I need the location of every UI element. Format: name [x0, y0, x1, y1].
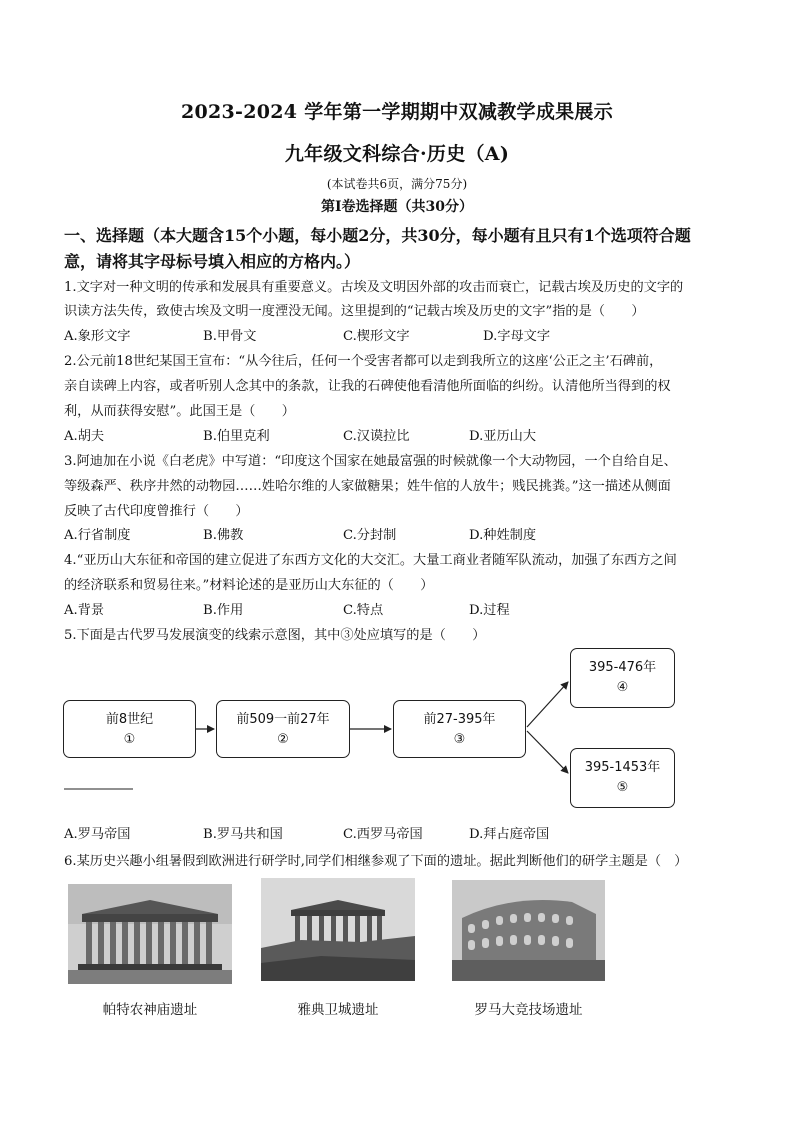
q6-line1: 6.某历史兴趣小组暑假到欧洲进行研学时,同学们相继参观了下面的遗址。据此判断他们的研学主题是（ ） — [64, 854, 688, 869]
timeline-box-5-period: 395-1453年 — [584, 760, 661, 775]
exam-note: (本试卷共6页，满分75分) — [326, 177, 468, 191]
q2-option-b: B.伯里克利 — [203, 429, 270, 444]
q3-line2: 等级森严、秩序井然的动物园……姓哈尔维的人家做糖果；姓牛倌的人放牛；贱民挑粪。”这一描述从侧面 — [64, 479, 671, 494]
timeline-box-2-mark: ② — [277, 732, 289, 747]
q4-option-b: B.作用 — [203, 603, 244, 618]
timeline-box-1-mark: ① — [123, 732, 136, 747]
timeline-box-4-period: 395-476年 — [588, 660, 657, 675]
q4-option-c: C.特点 — [343, 603, 384, 618]
q5-option-c: C.西罗马帝国 — [343, 827, 423, 842]
part-heading: 第Ⅰ卷选择题（共30分） — [320, 199, 474, 215]
q5-option-d: D.拜占庭帝国 — [469, 827, 550, 842]
q1-option-b: B.甲骨文 — [203, 329, 257, 344]
q4-option-a: A.背景 — [64, 603, 105, 618]
q5-line1: 5.下面是古代罗马发展演变的线索示意图，其中③处应填写的是（ ） — [64, 628, 486, 643]
colosseum-photo-icon — [452, 880, 605, 981]
q3-option-a: A.行省制度 — [64, 528, 131, 543]
timeline-box-1-period: 前8世纪 — [105, 712, 154, 727]
q1-option-d: D.字母文字 — [483, 329, 551, 344]
timeline-box-3-period: 前27-395年 — [423, 712, 496, 727]
parthenon-photo-icon — [68, 884, 232, 984]
exam-title: 2023-2024 学年第一学期期中双减教学成果展示 — [180, 101, 614, 123]
q1-option-c: C.楔形文字 — [343, 329, 410, 344]
arrow-3-4 — [527, 682, 568, 727]
q3-option-b: B.佛教 — [203, 528, 244, 543]
q3-option-d: D.种姓制度 — [469, 528, 537, 543]
q5-option-b: B.罗马共和国 — [203, 827, 283, 842]
photo-caption-2: 雅典卫城遗址 — [297, 1002, 379, 1018]
timeline-box-2-period: 前509一前27年 — [236, 712, 330, 727]
photo-caption-3: 罗马大竞技场遗址 — [474, 1002, 583, 1018]
q2-option-d: D.亚历山大 — [469, 429, 537, 444]
exam-subtitle: 九年级文科综合·历史（A) — [284, 143, 510, 165]
q4-line1: 4.“亚历山大东征和帝国的建立促进了东西方文化的大交汇。大量工商业者随军队流动，加强了东西方之间 — [64, 553, 677, 568]
arrow-3-5 — [527, 731, 568, 773]
timeline-box-5-mark: ⑤ — [616, 780, 629, 795]
q3-line1: 3.阿迪加在小说《白老虎》中写道：“印度这个国家在她最富强的时候就像一个大动物园，一个自给自足、 — [64, 454, 677, 469]
q1-line1: 1.文字对一种文明的传承和发展具有重要意义。古埃及文明因外部的攻击而衰亡，记载古埃及历史的文字的 — [64, 280, 684, 295]
q3-line3: 反映了古代印度曾推行（ ） — [64, 504, 249, 519]
section-heading-line1: 一、选择题（本大题含15个小题，每小题2分，共30分，每小题有且只有1个选项符合题 — [64, 226, 691, 245]
timeline-box-3-mark: ③ — [453, 732, 466, 747]
q2-line2: 亲自读碑上内容，或者听别人念其中的条款，让我的石碑使他看清他所面临的纠纷。认清他所当得到的权 — [64, 379, 671, 394]
section-heading-line2: 意，请将其字母标号填入相应的方格内。） — [64, 252, 361, 271]
q2-line1: 2.公元前18世纪某国王宣布：“从今往后，任何一个受害者都可以走到我所立的这座‘公正之主’石碑前， — [64, 354, 663, 369]
q2-option-a: A.胡夫 — [64, 429, 105, 444]
timeline-box-4-mark: ④ — [616, 680, 629, 695]
q1-option-a: A.象形文字 — [64, 329, 131, 344]
acropolis-photo-icon — [261, 878, 415, 981]
q2-option-c: C.汉谟拉比 — [343, 429, 410, 444]
q4-option-d: D.过程 — [469, 603, 510, 618]
photo-caption-1: 帕特农神庙遗址 — [102, 1002, 198, 1018]
q5-option-a: A.罗马帝国 — [64, 827, 131, 842]
q1-line2: 识读方法失传，致使古埃及文明一度湮没无闻。这里提到的“记载古埃及历史的文字”指的是（ ） — [64, 304, 645, 319]
q4-line2: 的经济联系和贸易往来。”材料论述的是亚历山大东征的（ ） — [64, 578, 434, 593]
q2-line3: 利，从而获得安慰”。此国王是（ ） — [64, 404, 295, 419]
q3-option-c: C.分封制 — [343, 528, 397, 543]
